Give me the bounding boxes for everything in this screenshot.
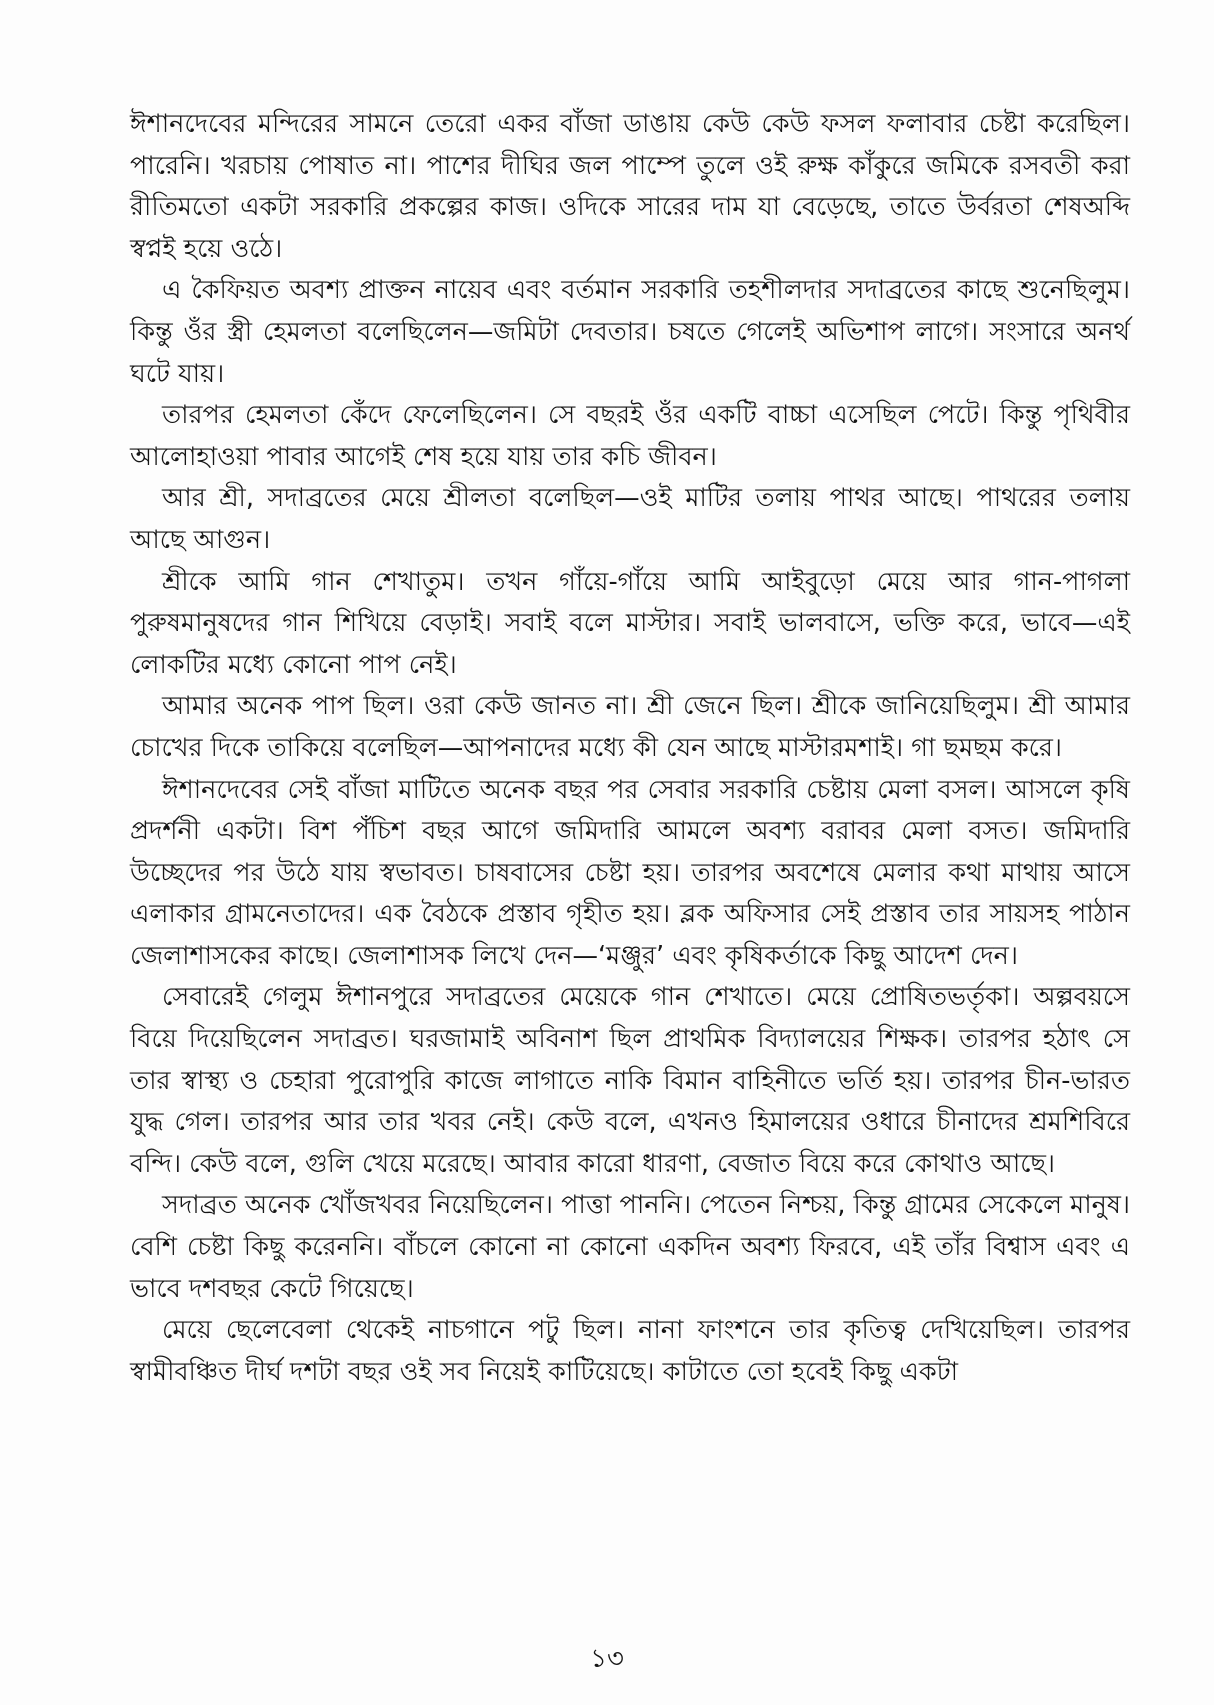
paragraph: মেয়ে ছেলেবেলা থেকেই নাচগানে পটু ছিল। নানা ফাংশনে তার কৃতিত্ব দেখিয়েছিল। তারপর স্বামীবঞ্চিত দীর্ঘ দশটা বছর ওই সব নিয়েই কাটিয়েছে। কাটাতে তো হবেই কিছু একটা (130, 1315, 1130, 1387)
paragraph: আর শ্রী, সদাব্রতের মেয়ে শ্রীলতা বলেছিল—ওই মাটির তলায় পাথর আছে। পাথরের তলায় আছে আগুন। (130, 483, 1130, 555)
paragraph: ঈশানদেবের সেই বাঁজা মাটিতে অনেক বছর পর সেবার সরকারি চেষ্টায় মেলা বসল। আসলে কৃষি প্রদর্শনী একটা। বিশ পঁচিশ বছর আগে জমিদারি আমলে অবশ্য বরাবর মেলা বসত। জমিদারি উচ্ছেদের পর উঠে যায় স্বভাবত। চাষবাসের চেষ্টা হয়। তারপর অবশেষে মেলার কথা মাথায় আসে এলাকার গ্রামনেতাদের। এক বৈঠকে প্রস্তাব গৃহীত হয়। ব্লক অফিসার সেই প্রস্তাব তার সায়সহ পাঠান জেলাশাসকের কাছে। জেলাশাসক লিখে দেন—‘মঞ্জুর’ এবং কৃষিকর্তাকে কিছু আদেশ দেন। (130, 774, 1130, 971)
page-number: ১৩ (590, 1644, 624, 1674)
paragraph: তারপর হেমলতা কেঁদে ফেলেছিলেন। সে বছরই ওঁর একটি বাচ্চা এসেছিল পেটে। কিন্তু পৃথিবীর আলোহাওয়া পাবার আগেই শেষ হয়ে যায় তার কচি জীবন। (130, 400, 1130, 472)
paragraph: শ্রীকে আমি গান শেখাতুম। তখন গাঁয়ে-গাঁয়ে আমি আইবুড়ো মেয়ে আর গান-পাগলা পুরুষমানুষদের গান শিখিয়ে বেড়াই। সবাই বলে মাস্টার। সবাই ভালবাসে, ভক্তি করে, ভাবে—এই লোকটির মধ্যে কোনো পাপ নেই। (130, 566, 1130, 680)
paragraph: আমার অনেক পাপ ছিল। ওরা কেউ জানত না। শ্রী জেনে ছিল। শ্রীকে জানিয়েছিলুম। শ্রী আমার চোখের দিকে তাকিয়ে বলেছিল—আপনাদের মধ্যে কী যেন আছে মাস্টারমশাই। গা ছমছম করে। (130, 691, 1130, 763)
paragraph: সেবারেই গেলুম ঈশানপুরে সদাব্রতের মেয়েকে গান শেখাতে। মেয়ে প্রোষিতভর্তৃকা। অল্পবয়সে বিয়ে দিয়েছিলেন সদাব্রত। ঘরজামাই অবিনাশ ছিল প্রাথমিক বিদ্যালয়ের শিক্ষক। তারপর হঠাৎ সে তার স্বাস্থ্য ও চেহারা পুরোপুরি কাজে লাগাতে নাকি বিমান বাহিনীতে ভর্তি হয়। তারপর চীন-ভারত যুদ্ধ গেল। তারপর আর তার খবর নেই। কেউ বলে, এখনও হিমালয়ের ওধারে চীনাদের শ্রমশিবিরে বন্দি। কেউ বলে, গুলি খেয়ে মরেছে। আবার কারো ধারণা, বেজাত বিয়ে করে কোথাও আছে। (130, 982, 1130, 1179)
paragraph: এ কৈফিয়ত অবশ্য প্রাক্তন নায়েব এবং বর্তমান সরকারি তহশীলদার সদাব্রতের কাছে শুনেছিলুম। কিন্তু ওঁর স্ত্রী হেমলতা বলেছিলেন—জমিটা দেবতার। চষতে গেলেই অভিশাপ লাগে। সংসারে অনর্থ ঘটে যায়। (130, 275, 1130, 389)
paragraph: সদাব্রত অনেক খোঁজখবর নিয়েছিলেন। পাত্তা পাননি। পেতেন নিশ্চয়, কিন্তু গ্রামের সেকেলে মানুষ। বেশি চেষ্টা কিছু করেননি। বাঁচলে কোনো না কোনো একদিন অবশ্য ফিরবে, এই তাঁর বিশ্বাস এবং এ ভাবে দশবছর কেটে গিয়েছে। (130, 1190, 1130, 1304)
body-text (130, 104, 1130, 1393)
paragraph: ঈশানদেবের মন্দিরের সামনে তেরো একর বাঁজা ডাঙায় কেউ কেউ ফসল ফলাবার চেষ্টা করেছিল। পারেনি। খরচায় পোষাত না। পাশের দীঘির জল পাম্পে তুলে ওই রুক্ষ কাঁকুরে জমিকে রসবতী করা রীতিমতো একটা সরকারি প্রকল্পের কাজ। ওদিকে সারের দাম যা বেড়েছে, তাতে উর্বরতা শেষঅব্দি স্বপ্নই হয়ে ওঠে। (130, 109, 1130, 264)
